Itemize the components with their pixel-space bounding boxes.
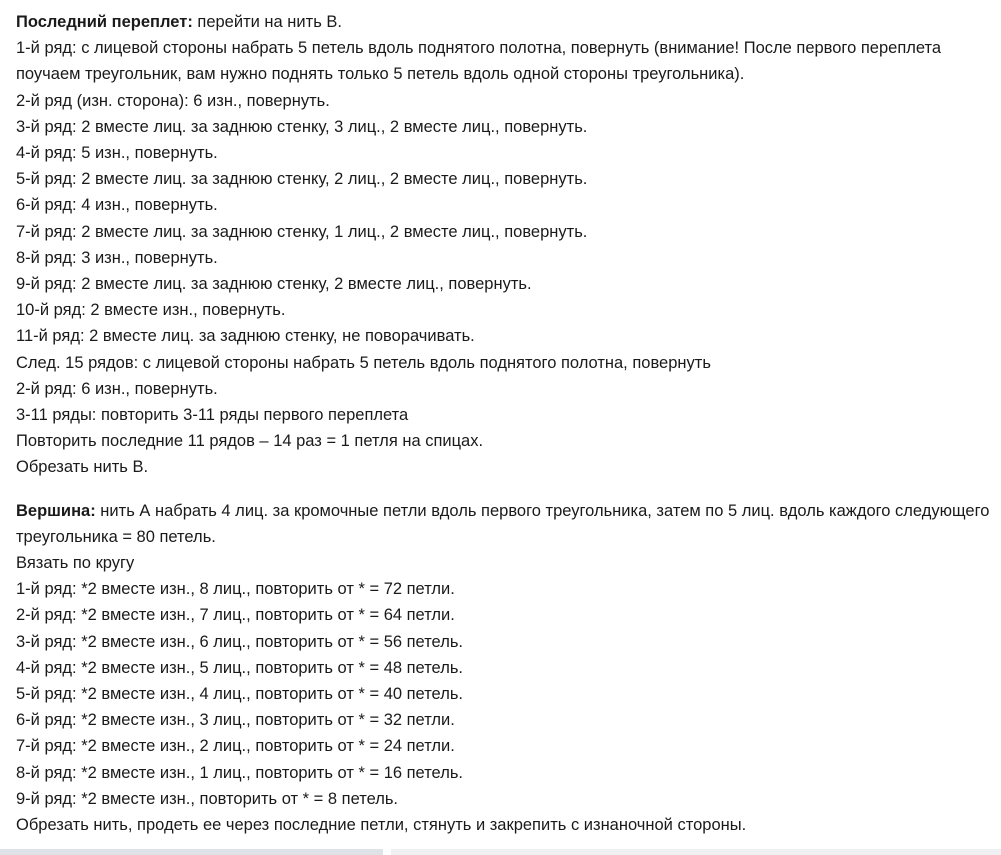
section-heading — [16, 498, 1001, 550]
row-line: 5-й ряд: 2 вместе лиц. за заднюю стенку, 2 лиц., 2 вместе лиц., повернуть. — [16, 170, 588, 189]
section-last-braid — [16, 9, 1001, 481]
row-line: 2-й ряд: *2 вместе изн., 7 лиц., повторить от * = 64 петли. — [16, 606, 455, 625]
row-line: 1-й ряд: *2 вместе изн., 8 лиц., повторить от * = 72 петли. — [16, 580, 455, 599]
row-line: 6-й ряд: *2 вместе изн., 3 лиц., повторить от * = 32 петли. — [16, 711, 455, 730]
row-line: 6-й ряд: 4 изн., повернуть. — [16, 196, 218, 215]
heading-text: перейти на нить В. — [192, 13, 342, 31]
pattern-text — [16, 9, 1001, 838]
paragraph-gap — [16, 481, 1001, 498]
row-line: Обрезать нить В. — [16, 458, 149, 477]
heading-label: Вершина: — [16, 501, 96, 520]
row-line: 9-й ряд: *2 вместе изн., повторить от * = 8 петель. — [16, 789, 399, 808]
row-line: 3-й ряд: *2 вместе изн., 6 лиц., повторить от * = 56 петель. — [16, 632, 463, 651]
heading-text: нить А набрать 4 лиц. за кромочные петли вдоль первого треугольника, затем по 5 лиц. вдоль каждого следующего треугольника = 80 петель. — [16, 501, 990, 546]
row-line: Повторить последние 11 рядов – 14 раз = 1 петля на спицах. — [16, 432, 484, 451]
row-line: 1-й ряд: с лицевой стороны набрать 5 петель вдоль поднятого полотна, повернуть (внимание! После первого переплета поучаем треугольник, вам нужно поднять только 5 петель вдоль одной стороны треугольника). — [16, 39, 942, 84]
section-top — [16, 498, 1001, 839]
row-line: 4-й ряд: 5 изн., повернуть. — [16, 144, 218, 163]
divider-segment — [0, 849, 383, 855]
row-line: 8-й ряд: *2 вместе изн., 1 лиц., повторить от * = 16 петель. — [16, 763, 463, 782]
row-line: 9-й ряд: 2 вместе лиц. за заднюю стенку, 2 вместе лиц., повернуть. — [16, 275, 532, 294]
bottom-divider — [0, 849, 1001, 855]
heading-label: Последний переплет: — [16, 13, 193, 31]
row-line: Обрезать нить, продеть ее через последние петли, стянуть и закрепить с изнаночной стороны. — [16, 816, 747, 835]
divider-gap — [383, 849, 391, 855]
section-heading — [16, 9, 1001, 35]
row-line: 4-й ряд: *2 вместе изн., 5 лиц., повторить от * = 48 петель. — [16, 658, 463, 677]
row-line: 10-й ряд: 2 вместе изн., повернуть. — [16, 301, 286, 320]
row-line: 5-й ряд: *2 вместе изн., 4 лиц., повторить от * = 40 петель. — [16, 685, 463, 704]
divider-segment — [391, 849, 1001, 855]
row-line: Вязать по кругу — [16, 554, 135, 573]
row-line: 2-й ряд: 6 изн., повернуть. — [16, 379, 218, 398]
row-line: 7-й ряд: 2 вместе лиц. за заднюю стенку, 1 лиц., 2 вместе лиц., повернуть. — [16, 222, 588, 241]
row-line: 11-й ряд: 2 вместе лиц. за заднюю стенку, не поворачивать. — [16, 327, 475, 346]
row-line: 3-й ряд: 2 вместе лиц. за заднюю стенку, 3 лиц., 2 вместе лиц., повернуть. — [16, 117, 588, 136]
row-line: 2-й ряд (изн. сторона): 6 изн., повернуть. — [16, 91, 330, 110]
row-line: 7-й ряд: *2 вместе изн., 2 лиц., повторить от * = 24 петли. — [16, 737, 455, 756]
row-line: След. 15 рядов: с лицевой стороны набрать 5 петель вдоль поднятого полотна, повернуть — [16, 353, 711, 372]
row-line: 8-й ряд: 3 изн., повернуть. — [16, 248, 218, 267]
row-line: 3-11 ряды: повторить 3-11 ряды первого переплета — [16, 406, 409, 425]
